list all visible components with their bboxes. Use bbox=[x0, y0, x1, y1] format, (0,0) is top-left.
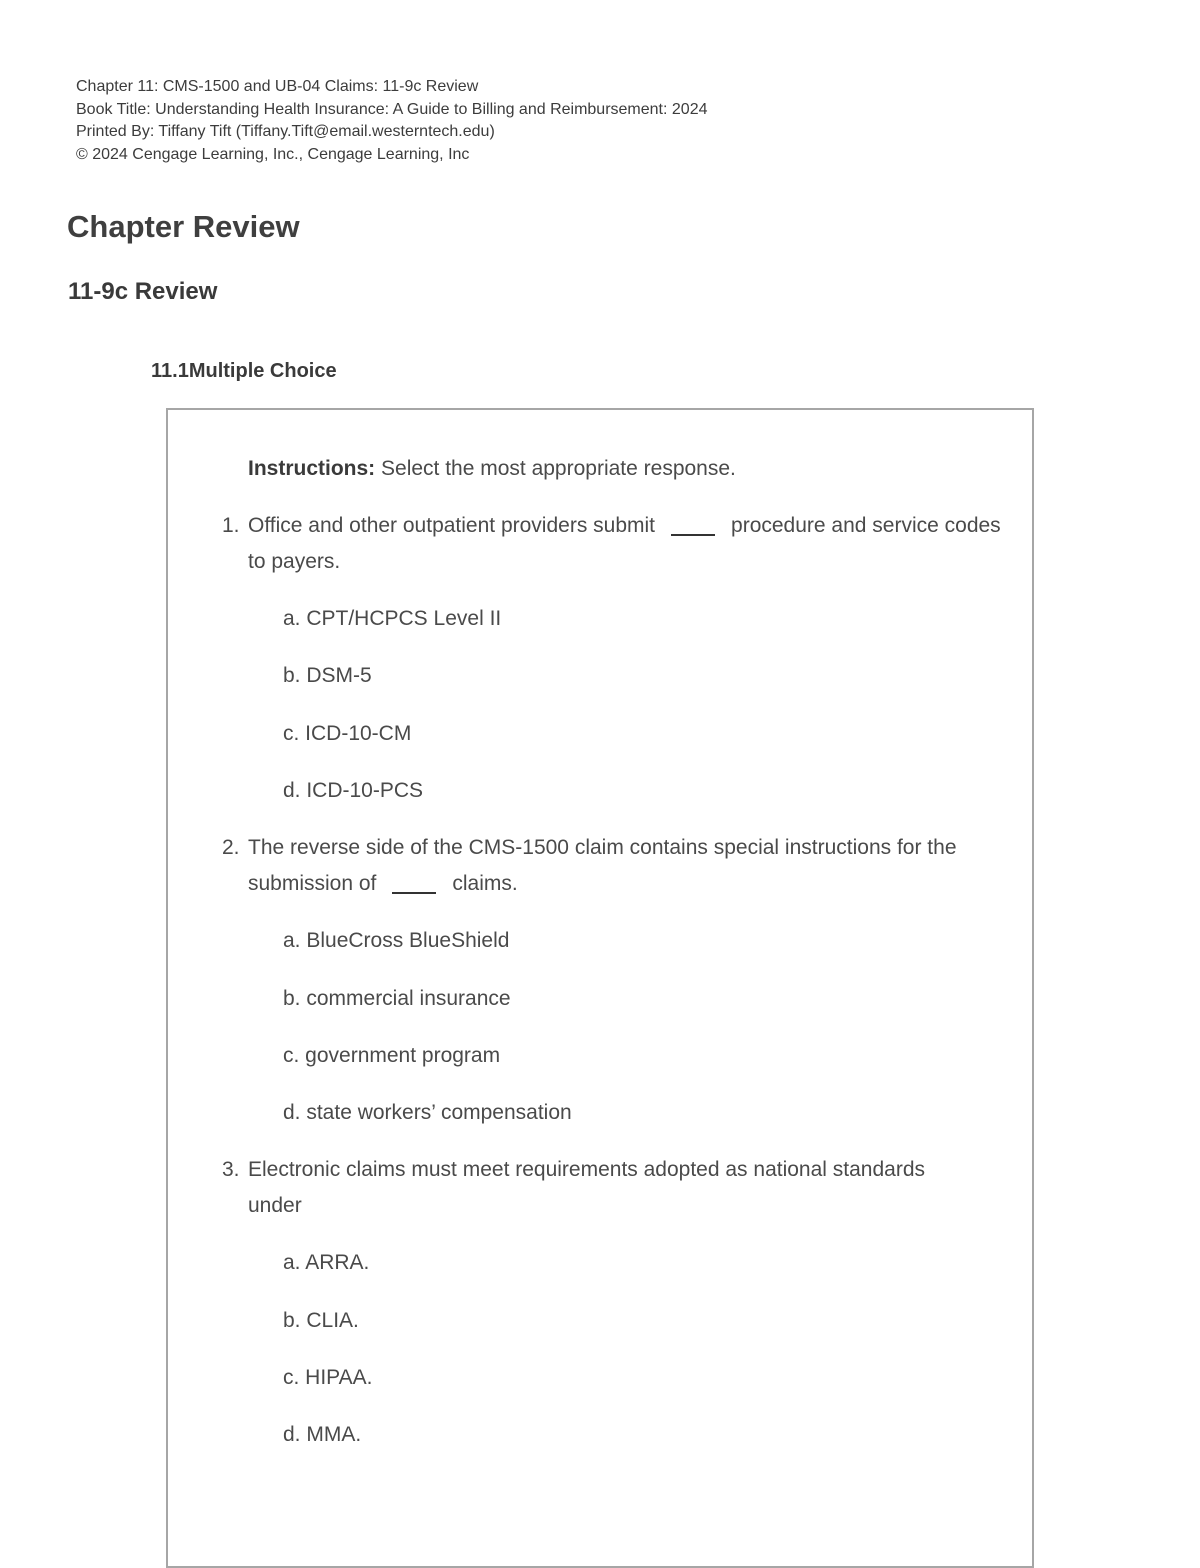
answer-choice[interactable]: c. government program bbox=[283, 1044, 501, 1067]
answer-blank bbox=[392, 892, 436, 894]
answer-choice[interactable]: d. ICD-10-PCS bbox=[283, 779, 424, 802]
answer-choice[interactable]: b. CLIA. bbox=[283, 1309, 359, 1332]
header-chapter-line: Chapter 11: CMS-1500 and UB-04 Claims: 11-9c Review bbox=[76, 78, 479, 95]
header-book-title-line: Book Title: Understanding Health Insurance: A Guide to Billing and Reimbursement: 2024 bbox=[76, 100, 708, 118]
answer-choice[interactable]: b. DSM-5 bbox=[283, 664, 372, 687]
question-text-after: claims. bbox=[452, 872, 518, 895]
question-text-before: The reverse side of the CMS-1500 claim contains special instructions for the submission of bbox=[248, 836, 957, 895]
question-number: 3. bbox=[222, 1158, 240, 1181]
question-number: 1. bbox=[222, 514, 240, 537]
section-title: 11-9c Review bbox=[68, 278, 218, 305]
answer-choice[interactable]: d. state workers’ compensation bbox=[283, 1101, 572, 1124]
answer-choice[interactable]: a. BlueCross BlueShield bbox=[283, 929, 510, 952]
answer-choice[interactable]: d. MMA. bbox=[283, 1423, 362, 1446]
answer-choice[interactable]: a. ARRA. bbox=[283, 1251, 370, 1274]
answer-choice[interactable]: a. CPT/HCPCS Level II bbox=[283, 607, 502, 630]
question-text: Electronic claims must meet requirements adopted as national standards under bbox=[248, 1158, 926, 1217]
question-number: 2. bbox=[222, 836, 240, 859]
answer-choice[interactable]: b. commercial insurance bbox=[283, 987, 511, 1010]
chapter-title: Chapter Review bbox=[67, 209, 300, 244]
print-header bbox=[76, 76, 707, 167]
header-copyright-line: © 2024 Cengage Learning, Inc., Cengage Learning, Inc bbox=[76, 146, 470, 164]
question-text-after: procedure and service codes to payers. bbox=[248, 514, 1001, 573]
answer-blank bbox=[671, 534, 715, 536]
question-text-before: Office and other outpatient providers submit bbox=[248, 514, 656, 537]
instructions-label: Instructions: bbox=[248, 457, 376, 480]
instructions bbox=[248, 457, 736, 481]
answer-choice[interactable]: c. HIPAA. bbox=[283, 1366, 373, 1389]
subsection-title: 11.1Multiple Choice bbox=[151, 360, 337, 382]
instructions-text: Select the most appropriate response. bbox=[375, 457, 736, 480]
question-text bbox=[248, 508, 1008, 580]
answer-choice[interactable]: c. ICD-10-CM bbox=[283, 722, 412, 745]
header-printed-by-line: Printed By: Tiffany Tift (Tiffany.Tift@email.westerntech.edu) bbox=[76, 123, 495, 141]
question-text bbox=[248, 830, 1008, 902]
